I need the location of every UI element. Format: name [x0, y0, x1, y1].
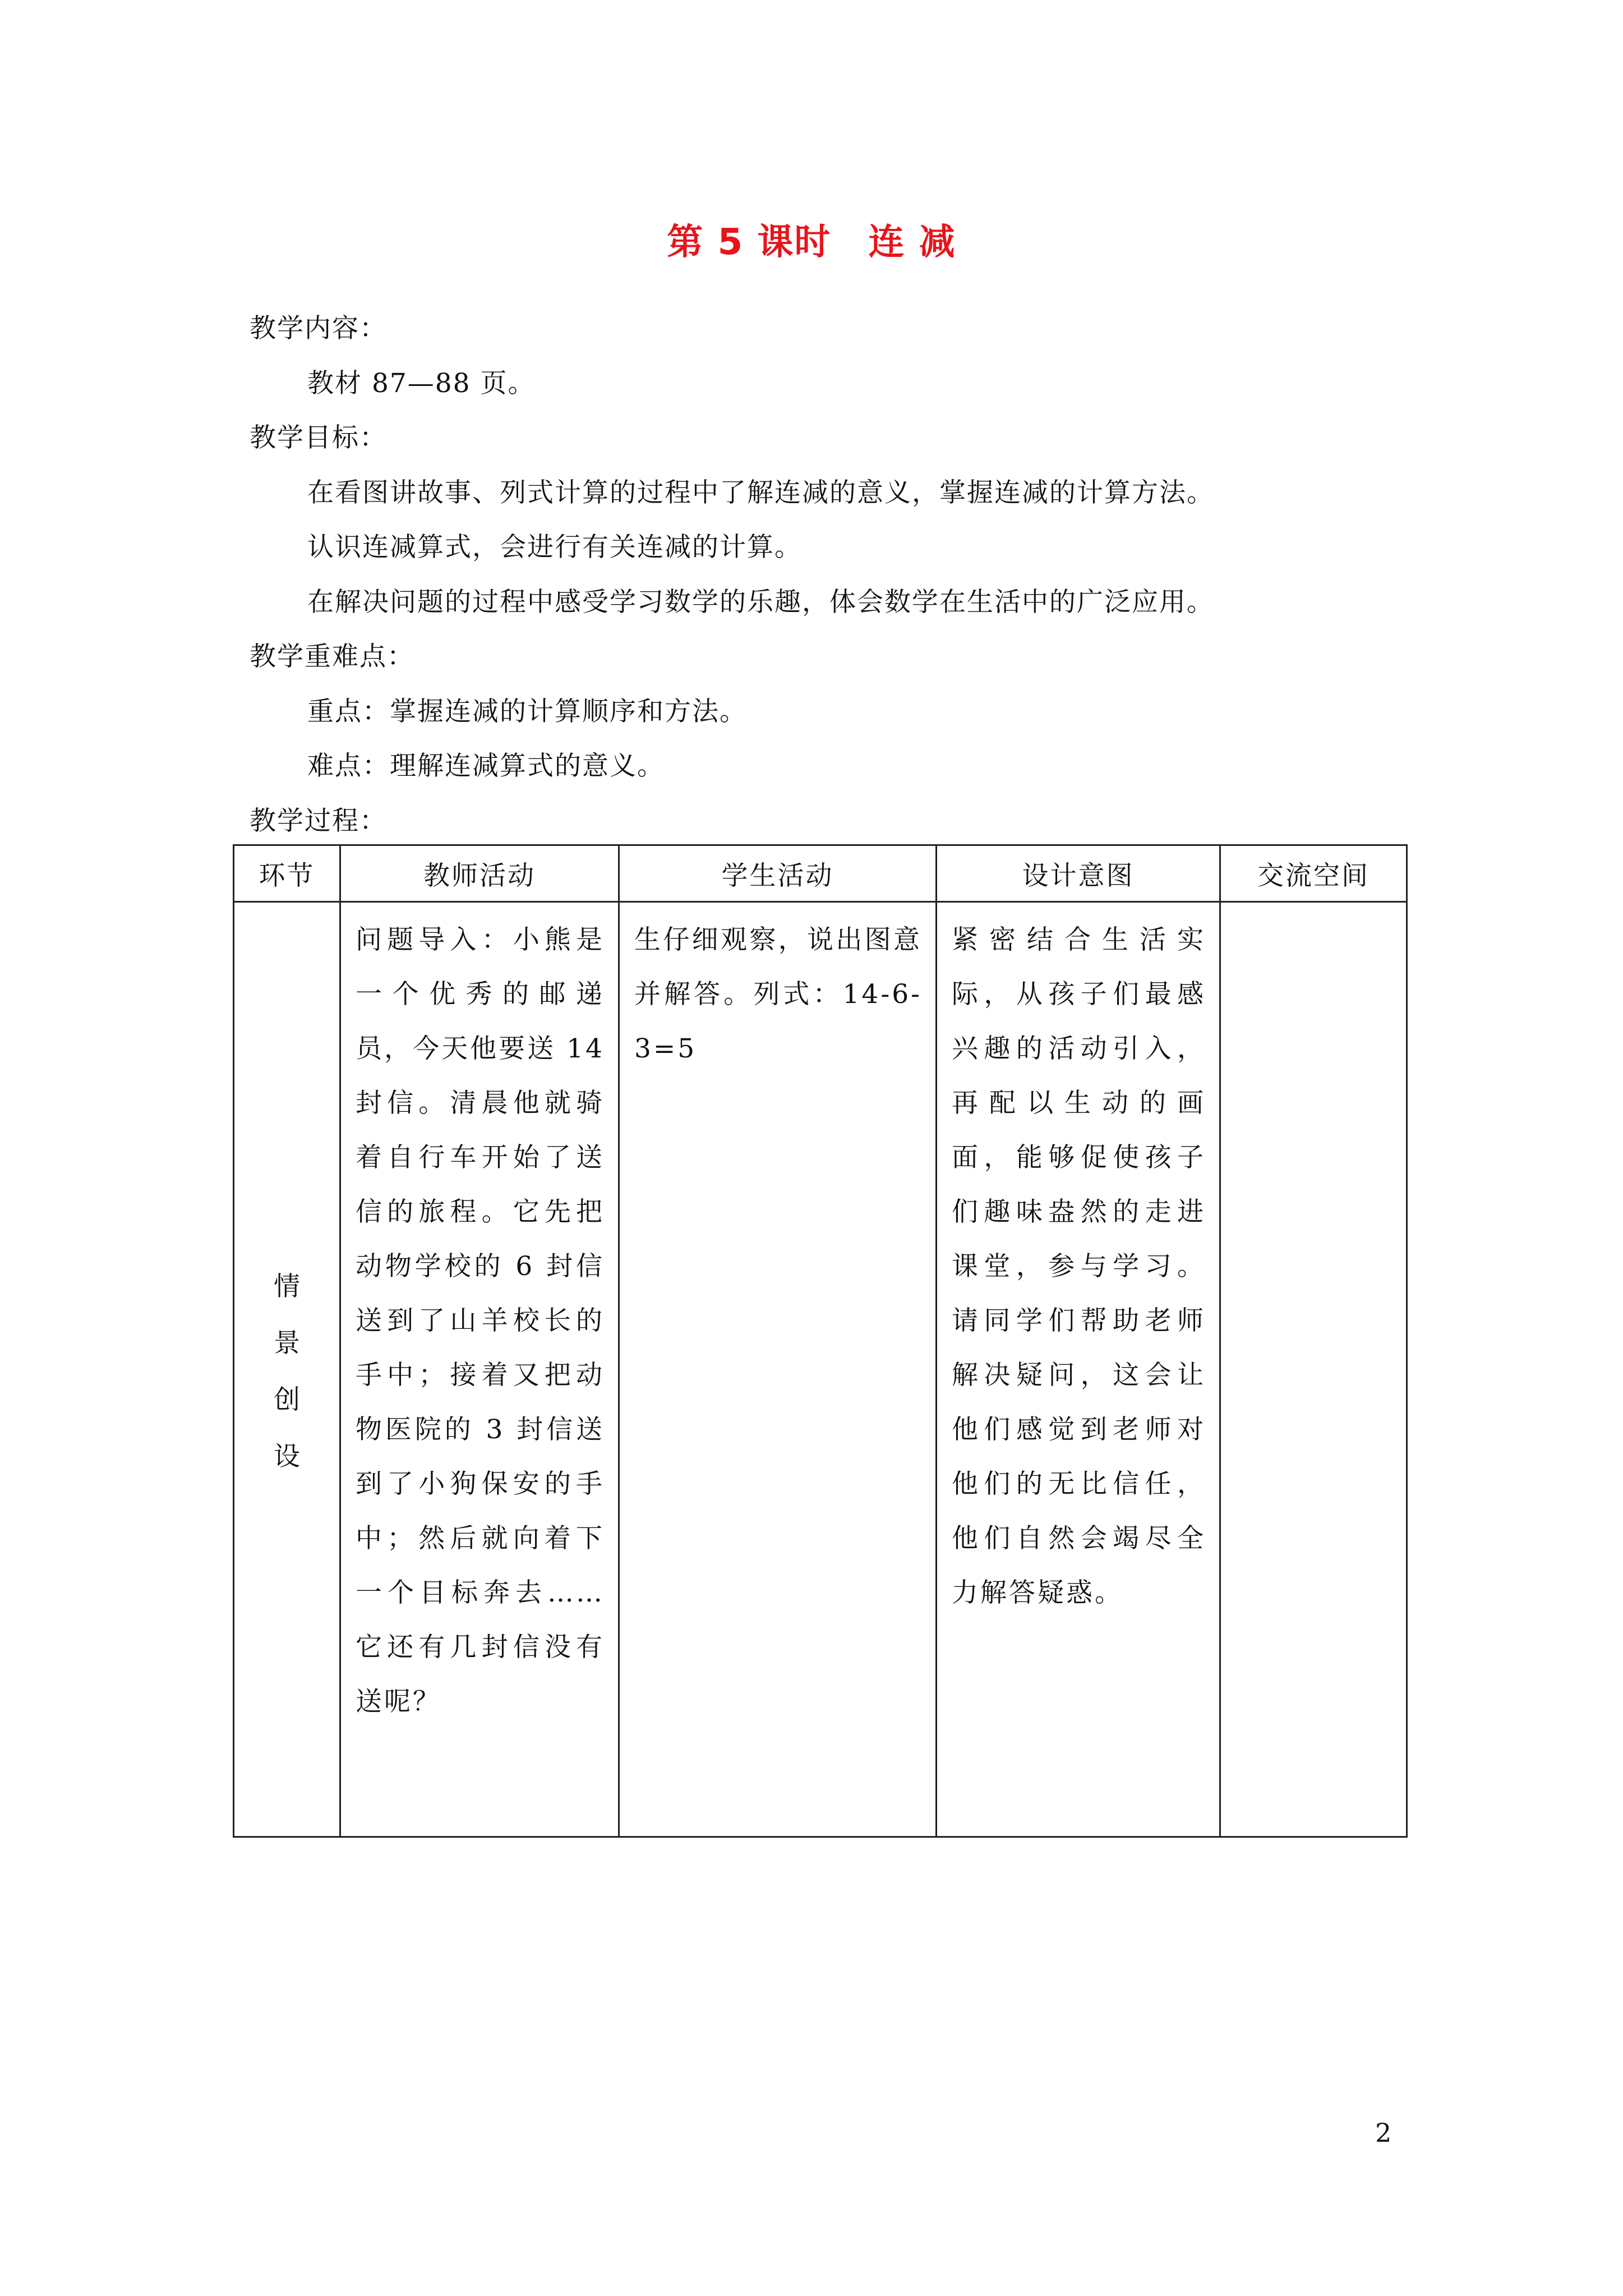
table-row: [234, 902, 1407, 1837]
header-stage: 环节: [234, 845, 340, 902]
process-heading: 教学过程：: [250, 806, 387, 836]
difficult-point: 难点：理解连减算式的意义。: [307, 751, 665, 781]
table-header-row: [234, 845, 1407, 902]
key-point: 重点：掌握连减的计算顺序和方法。: [307, 696, 747, 727]
student-activity-cell: [619, 902, 937, 1837]
page-title: 第 5 课时 连 减: [667, 222, 956, 263]
page-number: 2: [1375, 2118, 1392, 2148]
stage-char-2: 景: [274, 1328, 300, 1359]
objective-item-3: 在解决问题的过程中感受学习数学的乐趣，体会数学在生活中的广泛应用。: [307, 587, 1214, 618]
design-intent-cell: [937, 902, 1220, 1837]
student-activity-text: 生仔细观察，说出图意并解答。列式：14-6-3=5: [634, 924, 922, 1064]
stage-char-1: 情: [274, 1271, 300, 1302]
header-student-activity: 学生活动: [619, 845, 937, 902]
teacher-activity-text: 问题导入：小熊是一个优秀的邮递员，今天他要送 14 封信。清晨他就骑着自行车开始了送信的旅程。它先把动物学校的 6 封信送到了山羊校长的手中；接着又把动物医院的 3 封信送到了小狗保安的手中；然后就向着下一个目标奔去……它还有几封信没有送呢？: [356, 924, 605, 1717]
stage-char-3: 创: [274, 1384, 300, 1415]
objective-item-1: 在看图讲故事、列式计算的过程中了解连减的意义，掌握连减的计算方法。: [307, 477, 1214, 508]
header-exchange-space: 交流空间: [1220, 845, 1407, 902]
stage-cell: [234, 902, 340, 1837]
lesson-table: [233, 844, 1408, 1838]
teacher-activity-cell: [340, 902, 619, 1837]
exchange-space-cell: [1220, 902, 1407, 1837]
key-points-heading: 教学重难点：: [250, 641, 414, 672]
objectives-heading: 教学目标：: [250, 422, 387, 453]
content-text: 教材 87—88 页。: [307, 368, 536, 399]
design-intent-text: 紧密结合生活实际，从孩子们最感兴趣的活动引入，再配以生动的画面，能够促使孩子们趣味盎然的走进课堂，参与学习。请同学们帮助老师解决疑问，这会让他们感觉到老师对他们的无比信任，他们自然会竭尽全力解答疑惑。: [952, 924, 1206, 1608]
exchange-space-text: [1221, 903, 1406, 913]
stage-label: [234, 903, 339, 1836]
header-teacher-activity: 教师活动: [340, 845, 619, 902]
objective-item-2: 认识连减算式，会进行有关连减的计算。: [307, 532, 802, 563]
header-design-intent: 设计意图: [937, 845, 1220, 902]
content-heading: 教学内容：: [250, 313, 387, 344]
stage-char-4: 设: [274, 1441, 300, 1472]
